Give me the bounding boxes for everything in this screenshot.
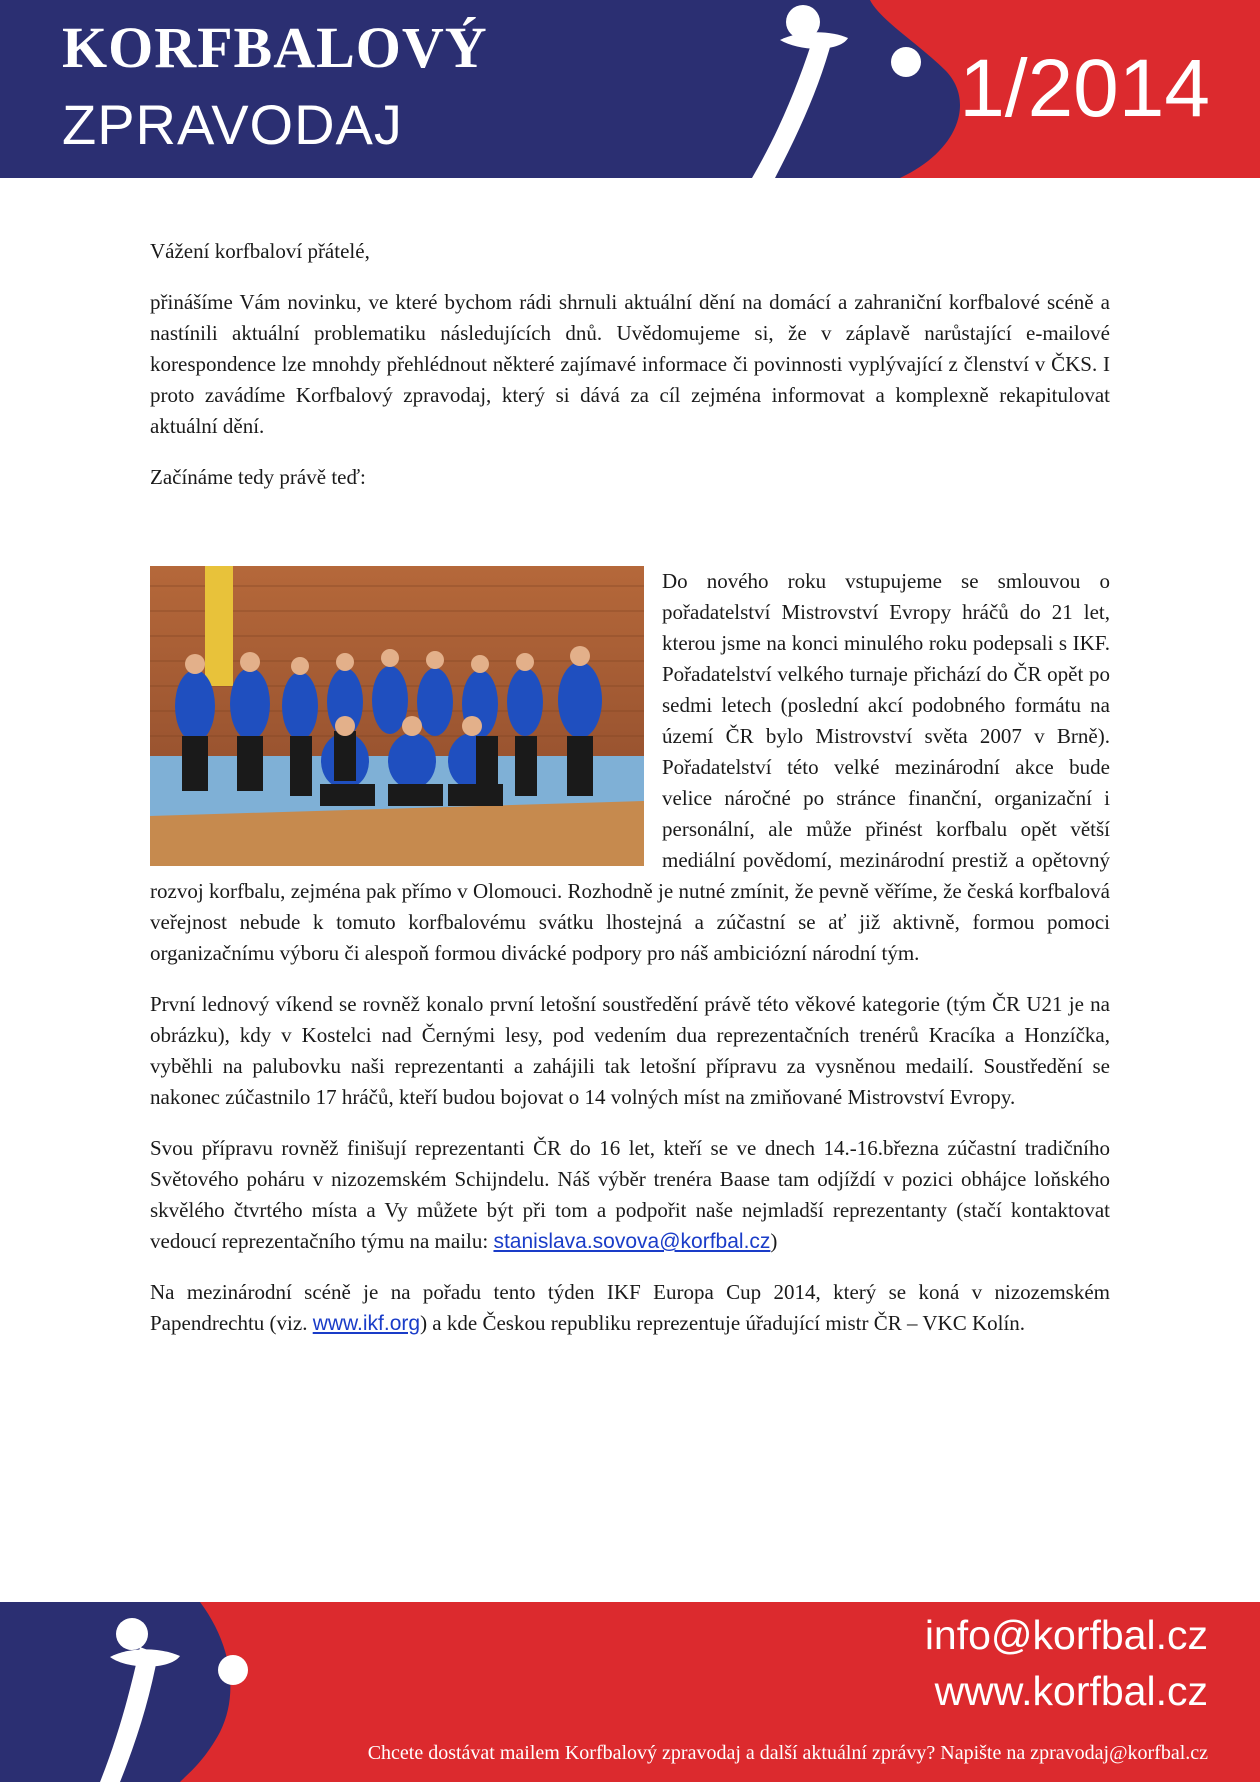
article-body [150, 236, 1110, 1359]
europa-paragraph [150, 1277, 1110, 1339]
team-photo [150, 566, 644, 866]
spacer [150, 513, 1110, 566]
title-line-1: KORFBALOVÝ [62, 15, 488, 80]
team-manager-email-link[interactable]: stanislava.sovova@korfbal.cz [493, 1230, 771, 1253]
greeting: Vážení korfbaloví přátelé, [150, 239, 370, 263]
header-banner [0, 0, 1260, 178]
intro-paragraph: přinášíme Vám novinku, ve které bychom rádi shrnuli aktuální dění na domácí a zahraniční korfbalové scéně a nastínili aktuální problematiku následujících dnů. Uvědomujeme si, že v záplavě narůstající e-mailové korespondence lze mnohdy přehlédnout některé zajímavé informace či povinnosti vyplývající z členství v ČKS. I proto zavádíme Korfbalový zpravodaj, který si dává za cíl zejména informovat a komplexně rekapitulovat aktuální dění. [150, 290, 1110, 438]
u16-text: Svou přípravu rovněž finišují reprezentanti ČR do 16 let, kteří se ve dnech 14.-16.března zúčastní tradičního Světového poháru v nizozemském Schijndelu. Náš výběr trenéra Baase tam odjíždí v pozici obhájce loňského skvělého čtvrtého místa a Vy můžete být při tom a podpořit naše nejmladší reprezentanty (stačí kontaktovat vedoucí reprezentačního týmu na mailu: [150, 1136, 1110, 1253]
u16-paragraph [150, 1133, 1110, 1257]
start-line: Začínáme tedy právě teď: [150, 465, 366, 489]
u16-end: ) [770, 1229, 778, 1253]
euro-paragraph [150, 566, 1110, 969]
team-photo-image [150, 566, 644, 866]
euro-text: Do nového roku vstupujeme se smlouvou o pořadatelství Mistrovství Evropy hráčů do 21 let, kterou jsme na konci minulého roku podepsali s IKF. Pořadatelství velkého turnaje přichází do ČR opět po sedmi letech (poslední akcí podobného formátu na území ČR bylo Mistrovství světa 2007 v Brně). Pořadatelství této velké mezinárodní akce bude velice náročné po stránce finanční, organizační i personální, ale může přinést korfbalu opět větší mediální povědomí, mezinárodní prestiž a opětovný rozvoj korfbalu, zejména pak přímo v Olomouci. Rozhodně je nutné zmínit, že pevně věříme, že česká korfbalová veřejnost nebude k tomuto korfbalovému svátku lhostejná a zúčastní se ať již aktivně, formou pomoci organizačnímu výboru či alespoň formou divácké podpory pro náš ambiciózní národní tým. [150, 569, 1110, 965]
footer-website[interactable]: www.korfbal.cz [934, 1668, 1208, 1714]
footer-subscribe-note: Chcete dostávat mailem Korfbalový zpravodaj a další aktuální zprávy? Napište na zpravodaj@korfbal.cz [367, 1742, 1208, 1764]
europa-end: ) a kde Českou republiku reprezentuje úřadující mistr ČR – VKC Kolín. [420, 1311, 1026, 1335]
ikf-link[interactable]: www.ikf.org [312, 1312, 421, 1335]
footer-email[interactable]: info@korfbal.cz [924, 1612, 1208, 1658]
europa-text: Na mezinárodní scéně je na pořadu tento týden IKF Europa Cup 2014, který se koná v nizozemském Papendrechtu (viz. [150, 1280, 1110, 1335]
camp-paragraph: První lednový víkend se rovněž konalo první letošní soustředění právě této věkové kategorie (tým ČR U21 je na obrázku), kdy v Kostelci nad Černými lesy, pod vedením dua reprezentačních trenérů Kracíka a Honzíčka, vyběhli na palubovku naši reprezentanti a zahájili tak letošní přípravu za vysněnou medailí. Soustředění se nakonec zúčastnilo 17 hráčů, kteří budou bojovat o 14 volných míst na zmiňované Mistrovství Evropy. [150, 992, 1110, 1109]
title-line-2: ZPRAVODAJ [62, 93, 403, 156]
issue-number: 1/2014 [959, 43, 1210, 134]
footer-banner [0, 1602, 1260, 1782]
